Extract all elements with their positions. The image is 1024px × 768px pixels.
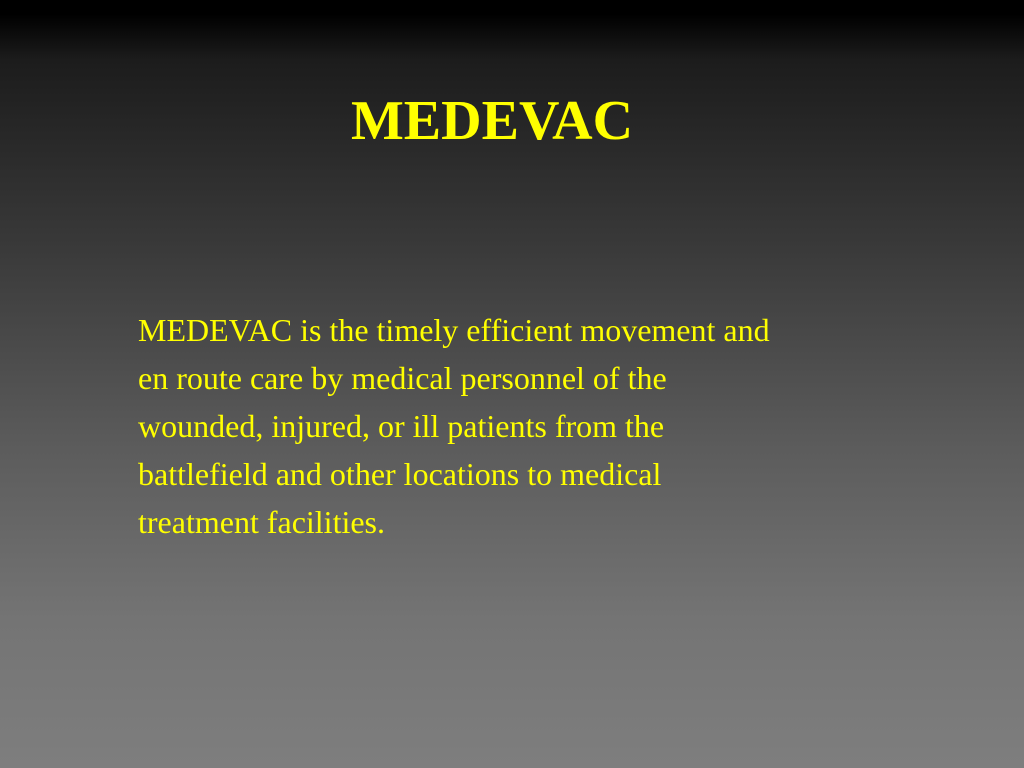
body-line: wounded, injured, or ill patients from the: [138, 408, 665, 444]
slide-title: MEDEVAC: [350, 90, 634, 152]
body-line: MEDEVAC is the timely efficient movement and: [138, 312, 770, 348]
body-line: en route care by medical personnel of the: [138, 360, 667, 396]
slide-body: [138, 306, 948, 546]
body-line: treatment facilities.: [138, 504, 385, 540]
body-line: battlefield and other locations to medical: [138, 456, 662, 492]
